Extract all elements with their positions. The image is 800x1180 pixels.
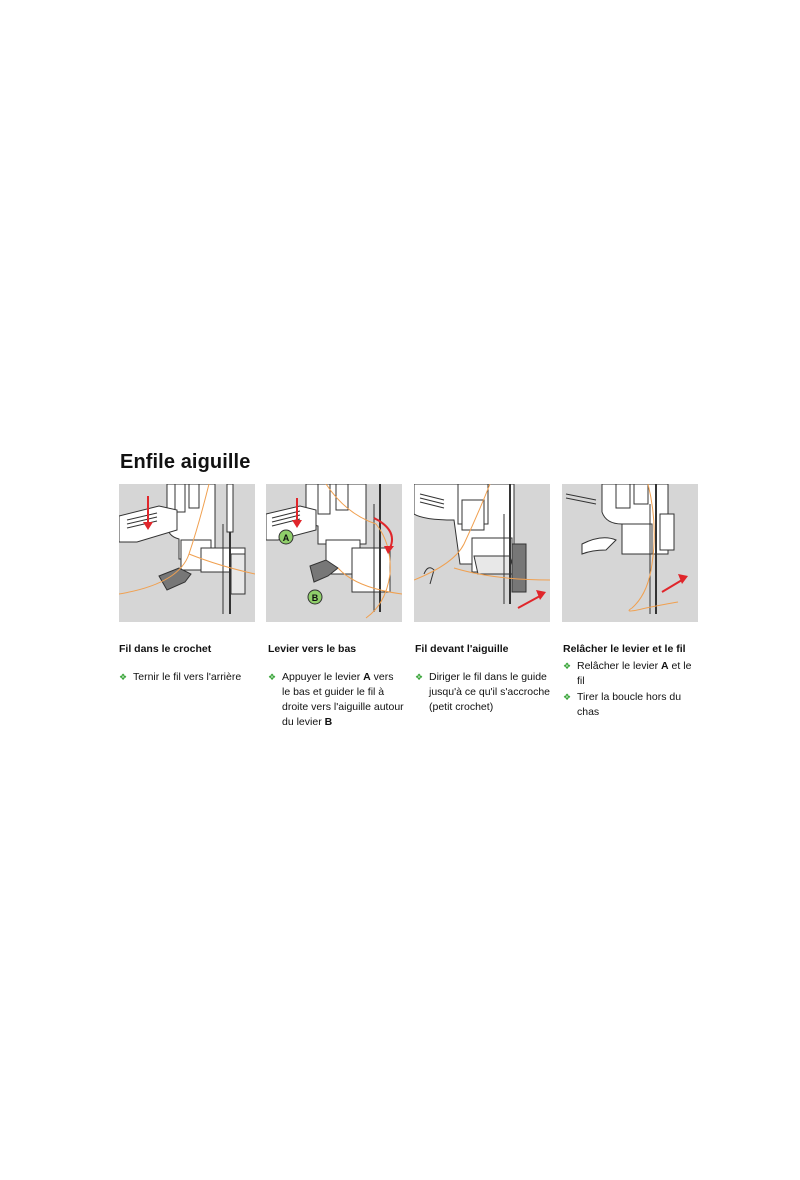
illustration-thread-in-hook [119,484,255,622]
step-1-caption [119,642,255,686]
step-3-caption [415,642,551,716]
label-b: B [311,593,319,603]
step-heading: Levier vers le bas [268,643,357,655]
illustration-thread-front-needle [414,484,550,622]
list-item: ❖ Diriger le fil dans le guide jusqu'à ce qu'il s'accroche (petit crochet) [415,671,550,713]
step-heading: Fil devant l'aiguille [415,643,509,655]
step-instructions [268,670,404,730]
list-item: ❖ Tirer la boucle hors du chas [563,691,682,718]
step-heading: Relâcher le levier et le fil [563,643,686,655]
sewing-machine-illustration-2 [266,484,402,622]
label-a: A [282,533,290,543]
illustration-release-lever [562,484,698,622]
page-title: Enfile aiguille [120,451,251,473]
step-instructions [415,670,551,715]
step-instructions [563,659,699,720]
diamond-bullet-icon: ❖ [119,672,128,682]
sewing-machine-illustration-1 [119,484,255,622]
sewing-machine-illustration-4 [562,484,698,622]
list-item: ❖ Relâcher le levier A et le fil [563,660,692,687]
step-2-caption [268,642,404,731]
diamond-bullet-icon: ❖ [268,672,277,682]
list-item: ❖ Ternir le fil vers l'arrière [119,671,242,683]
list-item: ❖ Appuyer le levier A vers le bas et guider le fil à droite vers l'aiguille autour du levier B [268,671,404,728]
step-4-caption [563,642,699,721]
sewing-machine-illustration-3 [414,484,550,622]
step-heading: Fil dans le crochet [119,643,212,655]
step-instructions [119,670,255,685]
illustration-lever-down [266,484,402,622]
diamond-bullet-icon: ❖ [563,692,572,702]
diamond-bullet-icon: ❖ [563,661,572,671]
diamond-bullet-icon: ❖ [415,672,424,682]
